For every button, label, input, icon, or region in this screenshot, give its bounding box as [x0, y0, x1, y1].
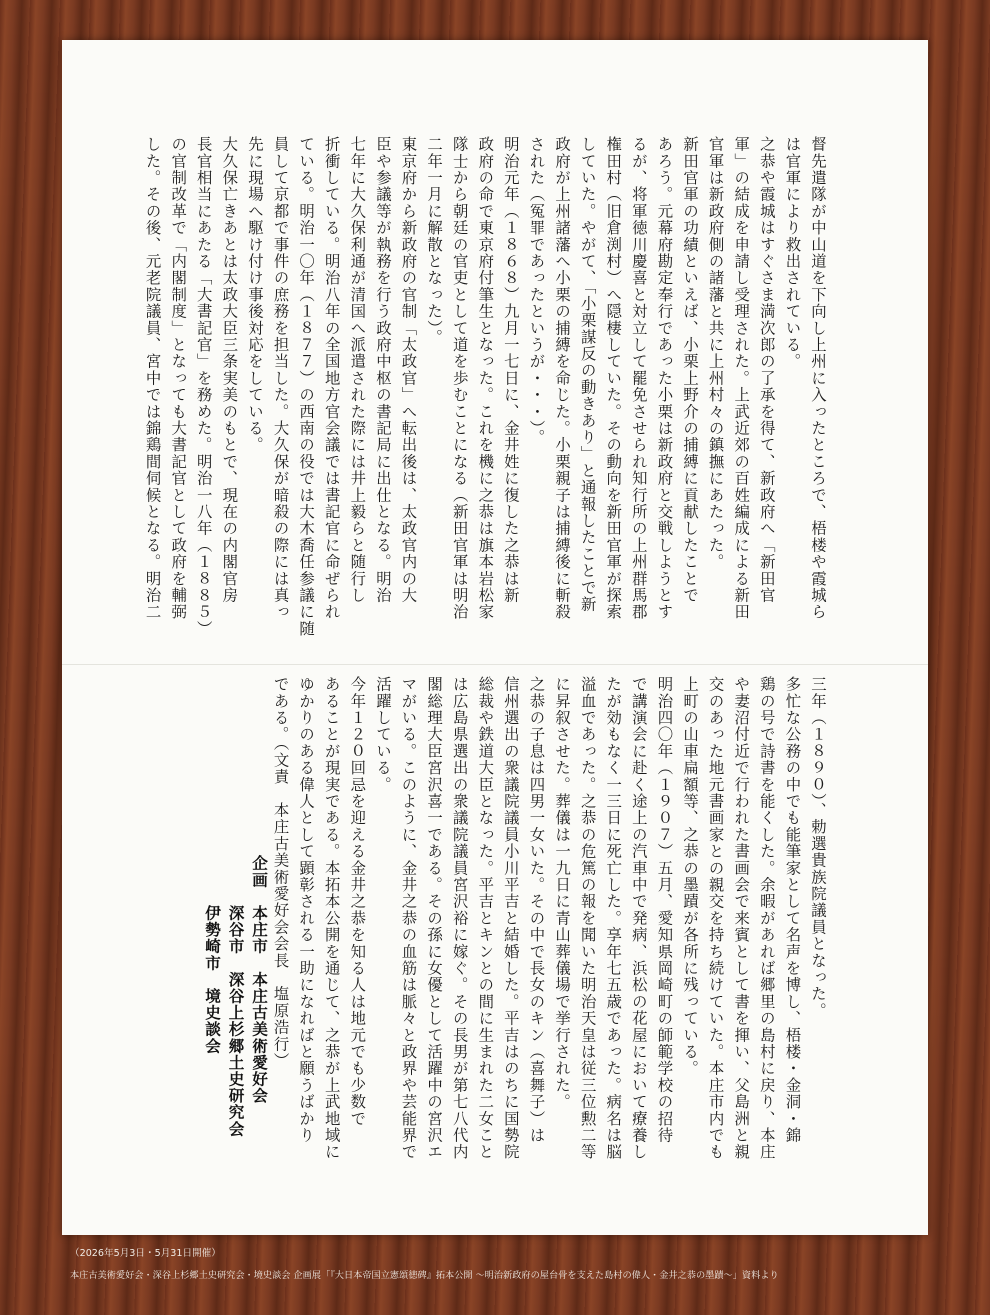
text-column: 明治四〇年（１９０７）五月、愛知県岡崎町の師範学校の招待: [655, 676, 674, 1144]
text-column: 閣総理大臣宮沢喜一である。その孫に女優として活躍中の宮沢エ: [425, 676, 444, 1161]
text-column: 政府の命で東京府付筆生となった。これを機に之恭は旗本岩松家: [476, 136, 495, 621]
text-column: 三年（１８９０）、勅選貴族院議員となった。: [809, 676, 827, 1019]
footer-source: 本庄古美術愛好会・深谷上杉郷土史研究会・境史談会 企画展「『大日本帝国立憲頌徳碑』拓本公開 ～明治新政府の屋台骨を支えた島村の偉人・金井之恭の墨蹟～」資料より: [70, 1270, 779, 1281]
text-column: に昇叙させた。葬儀は一九日に青山葬儀場で挙行された。: [553, 676, 572, 1111]
text-column: 長官相当にあたる「大書記官」を務めた。明治一八年（１８８５）: [194, 136, 213, 637]
text-column: 鶏の号で詩書を能くした。余暇があれば郷里の島村に戻り、本庄: [757, 676, 776, 1161]
text-column: 之恭の子息は四男一女いた。その中で長女のキン（喜舞子）は: [527, 676, 546, 1144]
text-column: 政府が上州諸藩へ小栗の捕縛を命じた。小栗親子は捕縛後に斬殺: [553, 136, 572, 621]
text-column: された（冤罪であったというが・・・）。: [527, 136, 546, 446]
text-column: した。その後、元老院議員、宮中では錦鶏間伺候となる。明治二: [143, 136, 162, 621]
lower-text-block: [270, 676, 830, 1161]
text-column: していた。やがて、「小栗謀反の動きあり」と通報したことで新: [578, 136, 597, 613]
text-column: ている。明治一〇年（１８７７）の西南の役では大木喬任参議に随: [297, 136, 316, 637]
upper-text-block: [143, 136, 830, 656]
text-column: 大久保亡きあとは太政大臣三条実美のもとで、現在の内閣官房: [220, 136, 239, 604]
text-column: るが、将軍徳川慶喜と対立して罷免させられ知行所の上州群馬郡: [629, 136, 648, 621]
text-column: 隊士から朝廷の官吏として道を歩むことになる（新田官軍は明治: [450, 136, 469, 621]
text-column: 之恭や霞城はすぐさま満次郎の了承を得て、新政府へ「新田官: [757, 136, 776, 604]
text-column: マがいる。このように、金井之恭の血筋は脈々と政界や芸能界で: [399, 676, 418, 1161]
text-column: 七年に大久保利通が清国へ派遣された際には井上毅らと随行し: [348, 136, 367, 604]
text-column: 新田官軍の功績といえば、小栗上野介の捕縛に貢献したことで: [681, 136, 700, 604]
text-column: は官軍により救出されている。: [783, 136, 802, 370]
text-column: 員して京都で事件の庶務を担当した。大久保が暗殺の際には真っ: [271, 136, 290, 621]
text-column: 多忙な公務の中でも能筆家として名声を博し、梧楼・金洞・錦: [783, 676, 802, 1144]
text-column: 総裁や鉄道大臣となった。平吉とキンとの間に生まれた二女こと: [476, 676, 495, 1161]
text-column: 先に現場へ駆け付け事後対応をしている。: [245, 136, 264, 454]
text-column: ゆかりのある偉人として顕彰される一助になればと願うばかり: [297, 676, 316, 1144]
text-column: は広島県選出の衆議院議員宮沢裕に嫁ぐ。その長男が第七八代内: [450, 676, 469, 1161]
text-column: の官制改革で「内閣制度」となっても大書記官として政府を輔弼: [169, 136, 188, 621]
credit-line: 深谷市 深谷上杉郷土史研究会: [226, 855, 245, 1138]
text-column: 溢血であった。之恭の危篤の報を聞いた明治天皇は従三位勲二等: [578, 676, 597, 1161]
text-column: 交のあった地元書画家との親交を持ち続けていた。本庄市内でも: [706, 676, 725, 1161]
footer-date: （2026年5月3日・5月31日開催）: [70, 1248, 221, 1259]
text-column: 二年一月に解散となった）。: [425, 136, 444, 346]
text-column: 臣や参議等が執務を行う政府中枢の書記局に出仕となる。明治: [373, 136, 392, 604]
text-column: 軍」の結成を申請し受理された。上武近郊の百姓編成による新田: [732, 136, 751, 621]
credit-line: 企画 本庄市 本庄古美術愛好会: [250, 855, 268, 1104]
text-column: 督先遣隊が中山道を下向し上州に入ったところで、梧楼や霞城ら: [809, 136, 827, 621]
credits-block: [150, 855, 270, 1138]
text-column: で講演会に赴く途上の汽車中で発病、浜松の花屋において療養し: [629, 676, 648, 1161]
credit-line: 伊勢崎市 境史談会: [203, 855, 221, 1055]
text-column: 活躍している。: [373, 676, 392, 793]
text-column: 権田村（旧倉渕村）へ隠棲していた。その動向を新田官軍が探索: [604, 136, 623, 621]
text-column: あることが現実である。本拓本公開を通じて、之恭が上武地域に: [322, 676, 341, 1161]
text-column: 官軍は新政府側の諸藩と共に上州村々の鎮撫にあたった。: [706, 136, 725, 571]
text-column: 上町の山車扁額等、之恭の墨蹟が各所に残っている。: [681, 676, 700, 1077]
text-column: 今年１２０回忌を迎える金井之恭を知る人は地元でも少数で: [348, 676, 367, 1127]
text-column: たが効もなく一三日に死亡した。享年七五歳であった。病名は脳: [604, 676, 623, 1161]
text-column: あろう。元幕府勘定奉行であった小栗は新政府と交戦しようとす: [655, 136, 674, 621]
text-column: である。（文責 本庄古美術愛好会会長 塩原浩行）: [271, 676, 290, 1070]
paper-fold-line: [62, 664, 928, 665]
text-column: 折衝している。明治八年の全国地方官会議では書記官に命ぜられ: [322, 136, 341, 621]
text-column: 明治元年（１８６８）九月一七日に、金井姓に復した之恭は新: [501, 136, 520, 604]
text-column: や妻沼付近で行われた書画会で来賓として書を揮い、父島洲と親: [732, 676, 751, 1161]
text-column: 東京府から新政府の官制「太政官」へ転出後は、太政官内の大: [399, 136, 418, 604]
text-column: 信州選出の衆議院議員小川平吉と結婚した。平吉はのちに国勢院: [501, 676, 520, 1161]
